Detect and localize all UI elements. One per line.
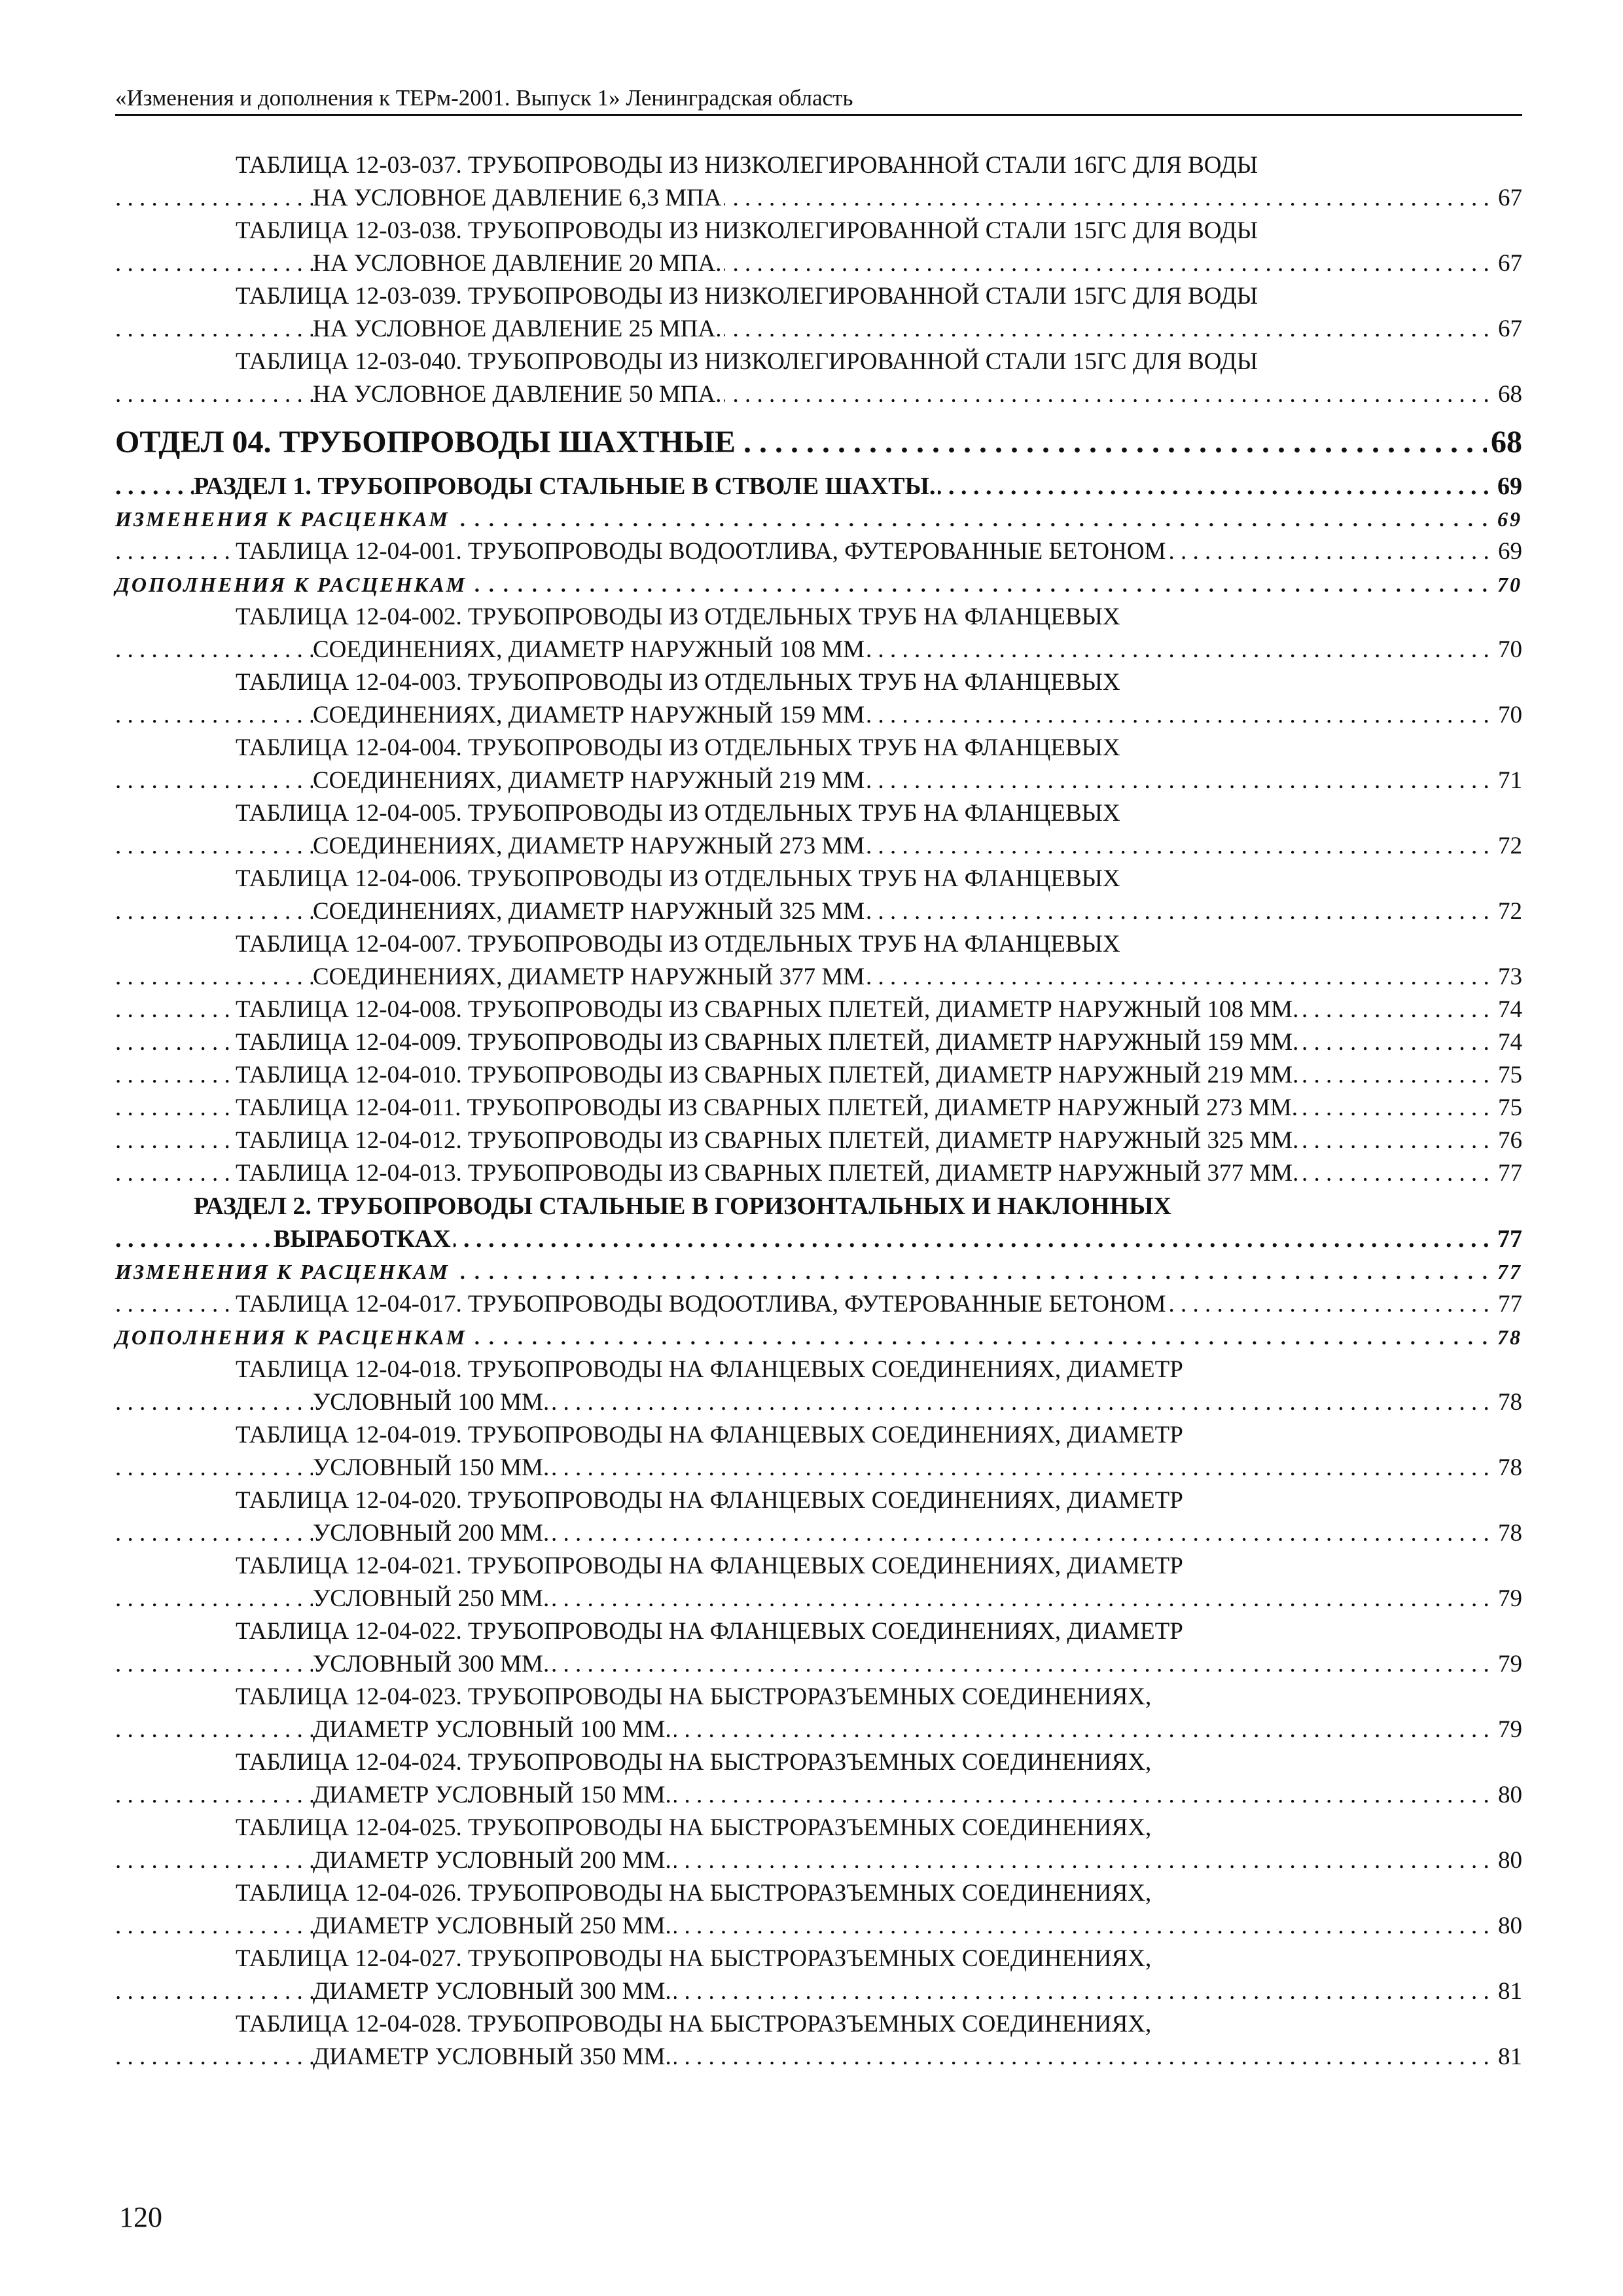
toc-entry xyxy=(115,895,1522,928)
toc-entry-page: 77 xyxy=(1493,1223,1522,1255)
toc-entry xyxy=(115,928,1522,961)
toc-entry-title: СОЕДИНЕНИЯХ, ДИАМЕТР НАРУЖНЫЙ 108 ММ xyxy=(313,636,867,663)
toc-entry-page: 74 xyxy=(1494,1026,1522,1059)
toc-entry xyxy=(115,1026,1522,1059)
toc-entry xyxy=(115,1583,1522,1615)
toc-entry xyxy=(115,1354,1522,1386)
toc-entry xyxy=(115,568,1522,601)
toc-entry xyxy=(115,2041,1522,2073)
toc-entry xyxy=(115,699,1522,732)
toc-entry-page: 67 xyxy=(1494,182,1522,215)
toc-entry-title: ТАБЛИЦА 12-04-001. ТРУБОПРОВОДЫ ВОДООТЛИВА, ФУТЕРОВАННЫЕ БЕТОНОМ xyxy=(236,538,1168,565)
toc-entry-title: ТАБЛИЦА 12-04-002. ТРУБОПРОВОДЫ ИЗ ОТДЕЛЬНЫХ ТРУБ НА ФЛАНЦЕВЫХ xyxy=(236,603,1123,630)
toc-entry-page: 76 xyxy=(1494,1124,1522,1157)
toc-entry-title: СОЕДИНЕНИЯХ, ДИАМЕТР НАРУЖНЫЙ 325 ММ xyxy=(313,898,867,925)
toc-entry xyxy=(115,1124,1522,1157)
toc-entry xyxy=(115,1255,1522,1288)
toc-entry-page: 78 xyxy=(1494,1517,1522,1550)
toc-entry-page: 81 xyxy=(1494,2041,1522,2073)
toc-entry-page: 78 xyxy=(1494,1386,1522,1419)
toc-entry-title: ДИАМЕТР УСЛОВНЫЙ 300 ММ. xyxy=(313,1978,674,2005)
toc-entry-title: ОТДЕЛ 04. ТРУБОПРОВОДЫ ШАХТНЫЕ xyxy=(115,425,738,459)
toc-entry-title: ТАБЛИЦА 12-04-008. ТРУБОПРОВОДЫ ИЗ СВАРНЫХ ПЛЕТЕЙ, ДИАМЕТР НАРУЖНЫЙ 108 ММ. xyxy=(236,996,1301,1023)
toc-entry-page: 69 xyxy=(1493,470,1522,503)
toc-entry-page: 69 xyxy=(1493,503,1522,535)
toc-entry-page: 75 xyxy=(1494,1059,1522,1092)
toc-entry-title: ВЫРАБОТКАХ xyxy=(274,1225,454,1253)
toc-entry-title: ДИАМЕТР УСЛОВНЫЙ 200 ММ. xyxy=(313,1847,674,1874)
toc-entry-title: ДОПОЛНЕНИЯ К РАСЦЕНКАМ xyxy=(115,573,469,596)
toc-entry-title: ТАБЛИЦА 12-04-028. ТРУБОПРОВОДЫ НА БЫСТРОРАЗЪЕМНЫХ СОЕДИНЕНИЯХ, xyxy=(236,2011,1154,2037)
toc-entry xyxy=(115,1190,1522,1223)
toc-entry xyxy=(115,1746,1522,1779)
toc-entry-page: 77 xyxy=(1494,1157,1522,1190)
toc-entry-title: УСЛОВНЫЙ 200 ММ. xyxy=(313,1520,552,1547)
toc-entry-title: РАЗДЕЛ 2. ТРУБОПРОВОДЫ СТАЛЬНЫЕ В ГОРИЗОНТАЛЬНЫХ И НАКЛОННЫХ xyxy=(194,1193,1174,1220)
toc-entry xyxy=(115,666,1522,699)
toc-entry-title: НА УСЛОВНОЕ ДАВЛЕНИЕ 25 МПА. xyxy=(313,315,724,342)
running-header: «Изменения и дополнения к ТЕРм-2001. Выпуск 1» Ленинградская область xyxy=(115,84,1522,116)
toc-entry-page: 73 xyxy=(1494,961,1522,994)
toc-entry-title: ТАБЛИЦА 12-03-039. ТРУБОПРОВОДЫ ИЗ НИЗКОЛЕГИРОВАННОЙ СТАЛИ 15ГС ДЛЯ ВОДЫ xyxy=(236,283,1260,310)
toc-entry-page: 80 xyxy=(1494,1779,1522,1812)
toc-entry-title: УСЛОВНЫЙ 150 ММ. xyxy=(313,1454,552,1481)
toc-entry-title: ИЗМЕНЕНИЯ К РАСЦЕНКАМ xyxy=(115,507,452,531)
toc-entry xyxy=(115,1713,1522,1746)
toc-entry-page: 79 xyxy=(1494,1713,1522,1746)
toc-entry-title: ДИАМЕТР УСЛОВНЫЙ 100 ММ. xyxy=(313,1716,674,1743)
toc-entry xyxy=(115,247,1522,280)
toc-entry xyxy=(115,1615,1522,1648)
toc-entry xyxy=(115,1517,1522,1550)
toc-entry xyxy=(115,313,1522,346)
toc-entry-page: 68 xyxy=(1487,422,1522,463)
toc-entry-title: ТАБЛИЦА 12-03-038. ТРУБОПРОВОДЫ ИЗ НИЗКОЛЕГИРОВАННОЙ СТАЛИ 15ГС ДЛЯ ВОДЫ xyxy=(236,217,1260,244)
toc-entry xyxy=(115,503,1522,535)
toc-entry-title: ТАБЛИЦА 12-04-011. ТРУБОПРОВОДЫ ИЗ СВАРНЫХ ПЛЕТЕЙ, ДИАМЕТР НАРУЖНЫЙ 273 ММ. xyxy=(236,1094,1300,1121)
toc-entry-title: СОЕДИНЕНИЯХ, ДИАМЕТР НАРУЖНЫЙ 273 ММ xyxy=(313,833,867,859)
toc-entry-page: 81 xyxy=(1494,1975,1522,2008)
toc-entry xyxy=(115,1386,1522,1419)
toc-entry xyxy=(115,182,1522,215)
toc-entry-page: 80 xyxy=(1494,1910,1522,1943)
toc-entry xyxy=(115,994,1522,1026)
toc-entry xyxy=(115,1059,1522,1092)
toc-entry xyxy=(115,1648,1522,1681)
toc-entry-page: 68 xyxy=(1494,378,1522,411)
toc-entry-title: ТАБЛИЦА 12-04-018. ТРУБОПРОВОДЫ НА ФЛАНЦЕВЫХ СОЕДИНЕНИЯХ, ДИАМЕТР xyxy=(236,1356,1186,1383)
toc-entry xyxy=(115,1452,1522,1484)
toc-entry-page: 70 xyxy=(1494,699,1522,732)
toc-entry xyxy=(115,601,1522,634)
toc-entry xyxy=(115,1157,1522,1190)
toc-entry-title: ТАБЛИЦА 12-04-005. ТРУБОПРОВОДЫ ИЗ ОТДЕЛЬНЫХ ТРУБ НА ФЛАНЦЕВЫХ xyxy=(236,800,1123,827)
toc-entry xyxy=(115,535,1522,568)
table-of-contents xyxy=(115,149,1522,2073)
toc-entry-page: 71 xyxy=(1494,764,1522,797)
toc-entry-title: ТАБЛИЦА 12-04-026. ТРУБОПРОВОДЫ НА БЫСТРОРАЗЪЕМНЫХ СОЕДИНЕНИЯХ, xyxy=(236,1880,1154,1907)
toc-entry-title: ТАБЛИЦА 12-04-013. ТРУБОПРОВОДЫ ИЗ СВАРНЫХ ПЛЕТЕЙ, ДИАМЕТР НАРУЖНЫЙ 377 ММ. xyxy=(236,1160,1301,1187)
toc-entry-title: ТАБЛИЦА 12-04-006. ТРУБОПРОВОДЫ ИЗ ОТДЕЛЬНЫХ ТРУБ НА ФЛАНЦЕВЫХ xyxy=(236,865,1123,892)
toc-entry xyxy=(115,149,1522,182)
toc-entry-title: ТАБЛИЦА 12-04-007. ТРУБОПРОВОДЫ ИЗ ОТДЕЛЬНЫХ ТРУБ НА ФЛАНЦЕВЫХ xyxy=(236,931,1123,958)
toc-entry-title: УСЛОВНЫЙ 100 ММ. xyxy=(313,1389,552,1416)
toc-entry xyxy=(115,346,1522,378)
toc-entry xyxy=(115,1943,1522,1975)
toc-entry-title: ТАБЛИЦА 12-03-040. ТРУБОПРОВОДЫ ИЗ НИЗКОЛЕГИРОВАННОЙ СТАЛИ 15ГС ДЛЯ ВОДЫ xyxy=(236,348,1260,375)
toc-entry-page: 79 xyxy=(1494,1648,1522,1681)
toc-entry xyxy=(115,1223,1522,1255)
toc-entry-title: ДИАМЕТР УСЛОВНЫЙ 350 ММ. xyxy=(313,2043,674,2070)
toc-entry-title: ТАБЛИЦА 12-04-017. ТРУБОПРОВОДЫ ВОДООТЛИВА, ФУТЕРОВАННЫЕ БЕТОНОМ xyxy=(236,1291,1168,1318)
toc-entry xyxy=(115,422,1522,463)
toc-entry-title: СОЕДИНЕНИЯХ, ДИАМЕТР НАРУЖНЫЙ 159 ММ xyxy=(313,702,867,728)
toc-entry xyxy=(115,378,1522,411)
toc-entry xyxy=(115,764,1522,797)
toc-entry xyxy=(115,2008,1522,2041)
toc-entry-page: 79 xyxy=(1494,1583,1522,1615)
toc-entry-title: ДИАМЕТР УСЛОВНЫЙ 250 ММ. xyxy=(313,1912,674,1939)
toc-entry-page: 67 xyxy=(1494,313,1522,346)
toc-entry-page: 78 xyxy=(1493,1321,1522,1354)
toc-entry xyxy=(115,1779,1522,1812)
toc-entry-title: НА УСЛОВНОЕ ДАВЛЕНИЕ 6,3 МПА xyxy=(313,185,724,211)
toc-entry-title: УСЛОВНЫЙ 250 ММ. xyxy=(313,1585,552,1612)
toc-entry xyxy=(115,961,1522,994)
toc-entry-title: ТАБЛИЦА 12-04-019. ТРУБОПРОВОДЫ НА ФЛАНЦЕВЫХ СОЕДИНЕНИЯХ, ДИАМЕТР xyxy=(236,1422,1186,1448)
toc-entry xyxy=(115,863,1522,895)
toc-entry-title: ТАБЛИЦА 12-04-010. ТРУБОПРОВОДЫ ИЗ СВАРНЫХ ПЛЕТЕЙ, ДИАМЕТР НАРУЖНЫЙ 219 ММ. xyxy=(236,1062,1301,1088)
toc-entry-page: 72 xyxy=(1494,895,1522,928)
toc-entry-title: ТАБЛИЦА 12-03-037. ТРУБОПРОВОДЫ ИЗ НИЗКОЛЕГИРОВАННОЙ СТАЛИ 16ГС ДЛЯ ВОДЫ xyxy=(236,152,1260,179)
toc-entry xyxy=(115,1877,1522,1910)
toc-entry-title: УСЛОВНЫЙ 300 ММ. xyxy=(313,1651,552,1677)
toc-entry xyxy=(115,1419,1522,1452)
toc-entry-page: 70 xyxy=(1493,568,1522,601)
toc-entry xyxy=(115,1844,1522,1877)
toc-entry-title: ТАБЛИЦА 12-04-027. ТРУБОПРОВОДЫ НА БЫСТРОРАЗЪЕМНЫХ СОЕДИНЕНИЯХ, xyxy=(236,1945,1154,1972)
toc-entry-title: ТАБЛИЦА 12-04-012. ТРУБОПРОВОДЫ ИЗ СВАРНЫХ ПЛЕТЕЙ, ДИАМЕТР НАРУЖНЫЙ 325 ММ. xyxy=(236,1127,1301,1154)
toc-entry-title: ТАБЛИЦА 12-04-023. ТРУБОПРОВОДЫ НА БЫСТРОРАЗЪЕМНЫХ СОЕДИНЕНИЯХ, xyxy=(236,1683,1154,1710)
toc-entry-page: 72 xyxy=(1494,830,1522,863)
toc-entry xyxy=(115,732,1522,764)
toc-entry-page: 70 xyxy=(1494,634,1522,666)
toc-entry xyxy=(115,1812,1522,1844)
toc-entry-title: ТАБЛИЦА 12-04-021. ТРУБОПРОВОДЫ НА ФЛАНЦЕВЫХ СОЕДИНЕНИЯХ, ДИАМЕТР xyxy=(236,1552,1186,1579)
toc-entry-title: ТАБЛИЦА 12-04-004. ТРУБОПРОВОДЫ ИЗ ОТДЕЛЬНЫХ ТРУБ НА ФЛАНЦЕВЫХ xyxy=(236,734,1123,761)
toc-entry-title: СОЕДИНЕНИЯХ, ДИАМЕТР НАРУЖНЫЙ 219 ММ xyxy=(313,767,867,794)
toc-entry-title: РАЗДЕЛ 1. ТРУБОПРОВОДЫ СТАЛЬНЫЕ В СТВОЛЕ ШАХТЫ. xyxy=(194,473,938,500)
toc-entry xyxy=(115,1910,1522,1943)
toc-entry xyxy=(115,1092,1522,1124)
toc-entry xyxy=(115,1484,1522,1517)
toc-entry-page: 75 xyxy=(1494,1092,1522,1124)
toc-entry-title: НА УСЛОВНОЕ ДАВЛЕНИЕ 50 МПА. xyxy=(313,381,724,408)
toc-entry-page: 77 xyxy=(1494,1288,1522,1321)
toc-entry-page: 78 xyxy=(1494,1452,1522,1484)
toc-entry-title: ДОПОЛНЕНИЯ К РАСЦЕНКАМ xyxy=(115,1325,469,1349)
toc-entry xyxy=(115,470,1522,503)
toc-entry-title: ДИАМЕТР УСЛОВНЫЙ 150 ММ. xyxy=(313,1782,674,1808)
toc-entry xyxy=(115,1975,1522,2008)
toc-entry-title: СОЕДИНЕНИЯХ, ДИАМЕТР НАРУЖНЫЙ 377 ММ xyxy=(313,963,867,990)
toc-entry-title: ТАБЛИЦА 12-04-025. ТРУБОПРОВОДЫ НА БЫСТРОРАЗЪЕМНЫХ СОЕДИНЕНИЯХ, xyxy=(236,1814,1154,1841)
toc-entry-title: ТАБЛИЦА 12-04-024. ТРУБОПРОВОДЫ НА БЫСТРОРАЗЪЕМНЫХ СОЕДИНЕНИЯХ, xyxy=(236,1749,1154,1776)
toc-entry xyxy=(115,215,1522,247)
toc-entry xyxy=(115,1288,1522,1321)
toc-entry xyxy=(115,1681,1522,1713)
toc-entry-page: 80 xyxy=(1494,1844,1522,1877)
toc-entry-page: 74 xyxy=(1494,994,1522,1026)
toc-entry-page: 69 xyxy=(1494,535,1522,568)
toc-entry-title: ТАБЛИЦА 12-04-003. ТРУБОПРОВОДЫ ИЗ ОТДЕЛЬНЫХ ТРУБ НА ФЛАНЦЕВЫХ xyxy=(236,669,1123,696)
toc-entry xyxy=(115,1321,1522,1354)
toc-entry-title: ТАБЛИЦА 12-04-020. ТРУБОПРОВОДЫ НА ФЛАНЦЕВЫХ СОЕДИНЕНИЯХ, ДИАМЕТР xyxy=(236,1487,1186,1514)
toc-entry-page: 67 xyxy=(1494,247,1522,280)
toc-entry xyxy=(115,1550,1522,1583)
toc-entry-title: ИЗМЕНЕНИЯ К РАСЦЕНКАМ xyxy=(115,1260,452,1283)
toc-entry-title: ТАБЛИЦА 12-04-022. ТРУБОПРОВОДЫ НА ФЛАНЦЕВЫХ СОЕДИНЕНИЯХ, ДИАМЕТР xyxy=(236,1618,1186,1645)
toc-entry xyxy=(115,280,1522,313)
toc-entry xyxy=(115,830,1522,863)
toc-entry xyxy=(115,797,1522,830)
page-number: 120 xyxy=(119,2201,162,2233)
toc-entry-title: НА УСЛОВНОЕ ДАВЛЕНИЕ 20 МПА. xyxy=(313,250,724,277)
toc-entry-page: 77 xyxy=(1493,1255,1522,1288)
toc-entry xyxy=(115,634,1522,666)
toc-entry-title: ТАБЛИЦА 12-04-009. ТРУБОПРОВОДЫ ИЗ СВАРНЫХ ПЛЕТЕЙ, ДИАМЕТР НАРУЖНЫЙ 159 ММ. xyxy=(236,1029,1301,1056)
